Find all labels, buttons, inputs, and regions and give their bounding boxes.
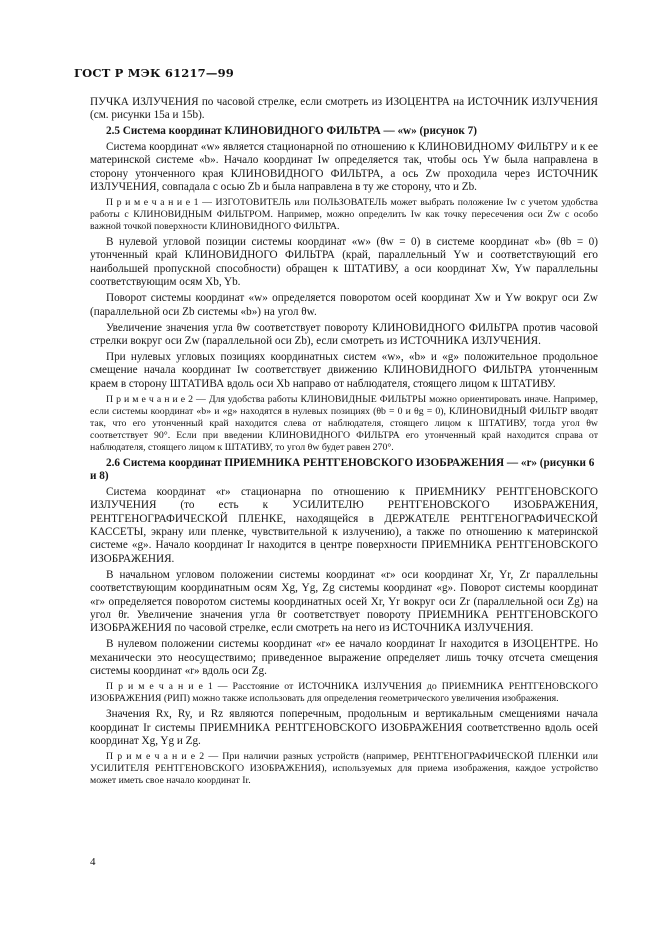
note: П р и м е ч а н и е 1 — ИЗГОТОВИТЕЛЬ или ПОЛЬЗОВАТЕЛЬ может выбрать положение Iw с учетом удобства работы с КЛИНОВИДНЫМ ФИЛЬТРОМ. Например, можно определить Iw как точку пересечения оси Zw с особо важной точкой поверхности КЛИНОВИДНОГО ФИЛЬТРА. [90, 197, 598, 233]
page-number: 4 [90, 856, 96, 868]
section-heading-2-6: 2.6 Система координат ПРИЕМНИКА РЕНТГЕНОВСКОГО ИЗОБРАЖЕНИЯ — «r» (рисунки 6 и 8) [90, 456, 595, 483]
paragraph: Поворот системы координат «w» определяется поворотом осей координат Xw и Yw вокруг оси Zw (параллельной оси Zb системы «b») на угол θw. [90, 292, 598, 318]
paragraph: Система координат «w» является стационарной по отношению к КЛИНОВИДНОМУ ФИЛЬТРУ и к ее материнской системе «b». Начало координат Iw определяется так, чтобы ось Yw была направлена в сторону утонченного края КЛИНОВИДНОГО ФИЛЬТРА, а ось Zw проходила через ИСТОЧНИК ИЗЛУЧЕНИЯ, совпадала с осью Zb и была направлена в ту же сторону, что и Zb. [90, 140, 598, 194]
paragraph: Система координат «r» стационарна по отношению к ПРИЕМНИКУ РЕНТГЕНОВСКОГО ИЗЛУЧЕНИЯ (то есть к УСИЛИТЕЛЮ РЕНТГЕНОВСКОГО ИЗОБРАЖЕНИЯ, РЕНТГЕНОГРАФИЧЕСКОЙ ПЛЕНКЕ, находящейся в ДЕРЖАТЕЛЕ РЕНТГЕНОГРАФИЧЕСКОЙ КАССЕТЫ, экрану или пленке, чувствительной к излучению), а также по отношению к материнской системе «g». Начало координат Ir находится в центре поверхности ПРИЕМНИКА РЕНТГЕНОВСКОГО ИЗОБРАЖЕНИЯ. [90, 485, 598, 565]
paragraph: В начальном угловом положении системы координат «r» оси координат Xr, Yr, Zr параллельны соответствующим координатным осям Xg, Yg, Zg системы координат «g». Поворот системы координат «r» определяется поворотом системы координатных осей Xr, Yr вокруг оси Zr (параллельной оси Zg) на угол θr. Увеличение значения угла θr соответствует повороту ПРИЕМНИКА РЕНТГЕНОВСКОГО ИЗОБРАЖЕНИЯ по часовой стрелке, если смотреть на него из ИСТОЧНИКА ИЗЛУЧЕНИЯ. [90, 568, 598, 635]
paragraph: В нулевом положении системы координат «r» ее начало координат Ir находится в ИЗОЦЕНТРЕ. Но механически это неосуществимо; приведенное выражение определяет лишь точку отсчета смещения системы координат «r» вдоль оси Zg. [90, 638, 598, 678]
note: П р и м е ч а н и е 1 — Расстояние от ИСТОЧНИКА ИЗЛУЧЕНИЯ до ПРИЕМНИКА РЕНТГЕНОВСКОГО ИЗОБРАЖЕНИЯ (РИП) можно также использовать для определения геометрического увеличения изображения. [90, 681, 598, 705]
paragraph: Увеличение значения угла θw соответствует повороту КЛИНОВИДНОГО ФИЛЬТРА против часовой стрелки вокруг оси Zw (параллельной оси Zb), если смотреть из ИСТОЧНИКА ИЗЛУЧЕНИЯ. [90, 321, 598, 348]
section-heading-2-5: 2.5 Система координат КЛИНОВИДНОГО ФИЛЬТРА — «w» (рисунок 7) [106, 125, 477, 138]
paragraph: ПУЧКА ИЗЛУЧЕНИЯ по часовой стрелке, если смотреть из ИЗОЦЕНТРА на ИСТОЧНИК ИЗЛУЧЕНИЯ (см. рисунки 15a и 15b). [90, 96, 598, 122]
document-body [90, 96, 598, 790]
paragraph: При нулевых угловых позициях координатных систем «w», «b» и «g» положительное продольное смещение начала координат Iw соответствует движению КЛИНОВИДНОГО ФИЛЬТРА утонченным краем в сторону ШТАТИВА вдоль оси Xb направо от наблюдателя, стоящего лицом к ШТАТИВУ. [90, 351, 598, 390]
paragraph: Значения Rx, Ry, и Rz являются поперечным, продольным и вертикальным смещениями начала координат Ir системы ПРИЕМНИКА РЕНТГЕНОВСКОГО ИЗОБРАЖЕНИЯ соответственно вдоль осей координат Xg, Yg и Zg. [90, 708, 598, 747]
paragraph: В нулевой угловой позиции системы координат «w» (θw = 0) в системе координат «b» (θb = 0) утонченный край КЛИНОВИДНОГО ФИЛЬТРА (край, параллельный Yw и соответствующий его наибольшей пропускной способности) обращен к ШТАТИВУ, а оси координат Xw, Yw параллельны соответствующим осям Xb, Yb. [90, 236, 598, 289]
note: П р и м е ч а н и е 2 — Для удобства работы КЛИНОВИДНЫЕ ФИЛЬТРЫ можно ориентировать иначе. Например, если системы координат «b» и «g» находятся в нулевых позициях (θb = 0 и θg = 0), КЛИНОВИДНЫЙ ФИЛЬТР вводят так, что его утонченный край находится слева от наблюдателя, стоящего лицом к ШТАТИВУ, тогда угол θw соответствует 90°. Если при введении КЛИНОВИДНОГО ФИЛЬТРА его утонченный край находится справа от наблюдателя, стоящего лицом к ШТАТИВУ, то угол θw будет равен 270°. [90, 393, 598, 453]
note: П р и м е ч а н и е 2 — При наличии разных устройств (например, РЕНТГЕНОГРАФИЧЕСКОЙ ПЛЕНКИ или УСИЛИТЕЛЯ РЕНТГЕНОВСКОГО ИЗОБРАЖЕНИЯ), используемых для приема изображения, каждое устройство может иметь свое начало координат Ir. [90, 750, 598, 786]
document-header: ГОСТ Р МЭК 61217—99 [74, 66, 234, 80]
